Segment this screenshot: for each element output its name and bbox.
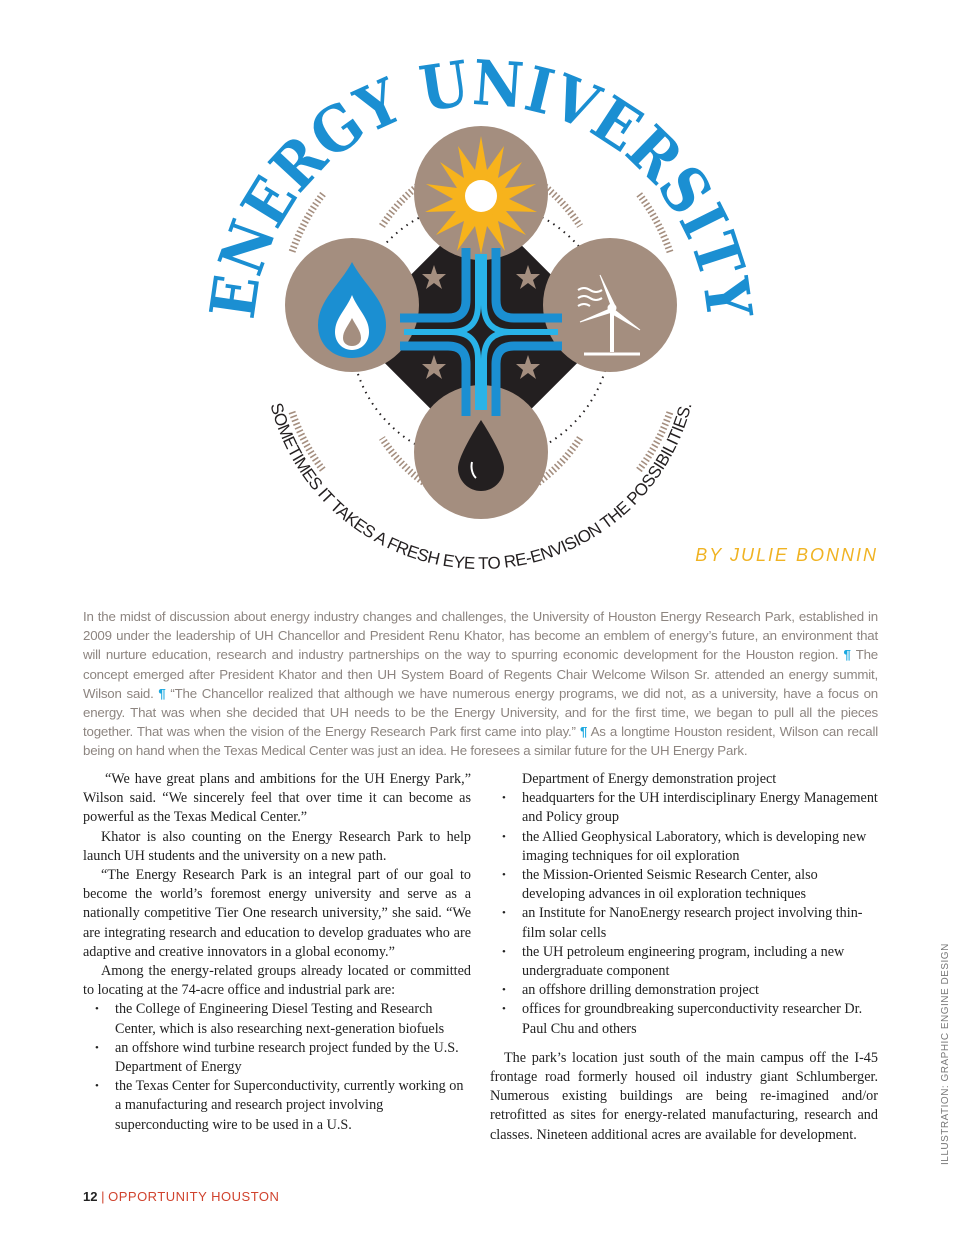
list-item: • an offshore wind turbine research project funded by the U.S. Department of Energy [83, 1039, 471, 1077]
pilcrow-icon: ¶ [843, 647, 851, 663]
intro-paragraph [83, 607, 878, 761]
intro-sentence-1: In the midst of discussion about energy industry changes and challenges, the University of Houston Energy Research Park, established in 2009 under the leadership of UH Chancellor and President Renu Khator, has become an emblem of energy’s future, an environment that will nurture education, research and industry partnerships on the way to spurring economic development for the Houston region. [83, 609, 878, 663]
intro-quote: “The Chancellor realized that although we have numerous energy programs, we did not, as a university, have a focus on energy. That was when she decided that UH needs to be the Energy University, and for the first time, we began to pull all the pieces together. That was when the vision of the Energy Research Park first came into play.” [83, 685, 878, 740]
list-item: • an offshore drilling demonstration project [490, 981, 878, 1000]
footer-separator: | [101, 1189, 105, 1204]
list-item: • the Texas Center for Superconductivity, currently working on a manufacturing and research project involving superconducting wire to be used in a U.S. [83, 1077, 471, 1135]
list-item: • headquarters for the UH interdisciplinary Energy Management and Policy group [490, 789, 878, 827]
illustration-credit: ILLUSTRATION: GRAPHIC ENGINE DESIGN [940, 943, 951, 1165]
intro-sentence-2: The concept emerged after President Khator and then UH System Board of Regents Chair Welcome Wilson Sr. attended an energy summit, Wilson said. [83, 647, 878, 701]
body-paragraph: Khator is also counting on the Energy Research Park to help launch UH students and the university on a new path. [83, 828, 471, 864]
pilcrow-icon: ¶ [579, 724, 588, 740]
magazine-name: OPPORTUNITY HOUSTON [108, 1189, 280, 1204]
body-paragraph: “The Energy Research Park is an integral part of our goal to become the world’s foremost energy university and serve as a nationally competitive Tier One research university,” she said. “We are integrating research and education to develop graduates who are adaptive and creative innovators in a global economy.” [83, 867, 471, 960]
body-paragraph: The park’s location just south of the main campus off the I-45 frontage road formerly housed oil industry giant Schlumberger. Numerous existing buildings are being re-imagined and/or retrofitted as sites for energy-related manufacturing, research and classes. Nineteen additional acres are available for development. [490, 1049, 878, 1143]
byline: BY JULIE BONNIN [695, 545, 878, 565]
list-item: • the College of Engineering Diesel Testing and Research Center, which is also researching next-generation biofuels [83, 1000, 471, 1038]
energy-university-emblem [170, 40, 790, 580]
list-item-continuation: Department of Energy demonstration project [522, 771, 777, 787]
left-column [83, 770, 471, 1135]
list-item: • offices for groundbreaking superconductivity researcher Dr. Paul Chu and others [490, 1000, 878, 1038]
emblem-tagline: SOMETIMES IT TAKES A FRESH EYE TO RE-ENVISION THE POSSIBILITIES. [266, 400, 696, 574]
list-item: • the Allied Geophysical Laboratory, which is developing new imaging techniques for oil exploration [490, 828, 878, 866]
page-number: 12 [83, 1189, 98, 1204]
emblem-title: ENERGY UNIVERSITY [195, 45, 767, 328]
page-footer [83, 1189, 279, 1204]
pilcrow-icon: ¶ [158, 685, 166, 701]
body-paragraph: “We have great plans and ambitions for the UH Energy Park,” Wilson said. “We sincerely feel that over time it can become as powerful as the Texas Medical Center.” [83, 771, 471, 826]
groups-list-continued [490, 789, 878, 1039]
list-item: • the UH petroleum engineering program, including a new undergraduate component [490, 943, 878, 981]
list-item: • the Mission-Oriented Seismic Research Center, also developing advances in oil exploration techniques [490, 866, 878, 904]
list-item: • an Institute for NanoEnergy research project involving thin-film solar cells [490, 904, 878, 942]
right-column [490, 770, 878, 1145]
intro-sentence-4: As a longtime Houston resident, Wilson can recall being on hand when the Texas Medical Center was just an idea. He foresees a similar future for the UH Energy Park. [83, 724, 879, 759]
body-paragraph: Among the energy-related groups already located or committed to locating at the 74-acre office and industrial park are: [83, 963, 471, 999]
groups-list [83, 1000, 471, 1134]
